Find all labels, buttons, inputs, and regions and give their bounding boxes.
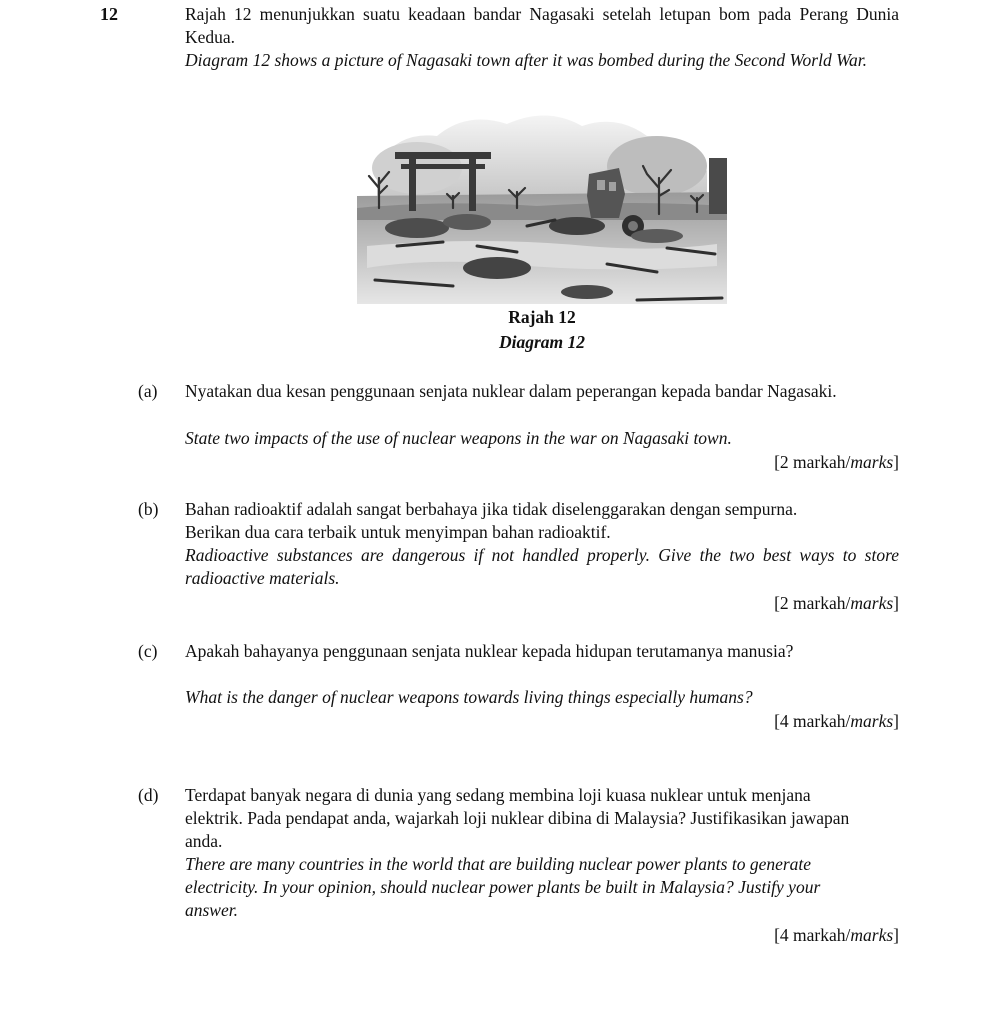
- question-stem-malay: Rajah 12 menunjukkan suatu keadaan bandar Nagasaki setelah letupan bom pada Perang Dunia Kedua.: [185, 4, 899, 47]
- part-d-text-english: There are many countries in the world that are building nuclear power plants to generate electricity. In your opinion, should nuclear power plants be built in Malaysia? Justify your answer.: [185, 854, 821, 920]
- part-a-label: (a): [138, 381, 158, 401]
- part-c-text-english: What is the danger of nuclear weapons towards living things especially humans?: [185, 687, 753, 707]
- part-b-text-english: Radioactive substances are dangerous if not handled properly. Give the two best ways to store radioactive materials.: [185, 545, 899, 588]
- part-c-label: (c): [138, 641, 158, 661]
- part-b-marks: [2 markah/marks]: [774, 593, 899, 613]
- part-c-text-malay: Apakah bahayanya penggunaan senjata nuklear kepada hidupan terutamanya manusia?: [185, 641, 794, 661]
- part-d-label: (d): [138, 785, 159, 805]
- question-stem-english: Diagram 12 shows a picture of Nagasaki town after it was bombed during the Second World War.: [185, 50, 868, 70]
- part-c-marks: [4 markah/marks]: [774, 711, 899, 731]
- figure-caption-malay: Rajah 12: [508, 307, 576, 327]
- nagasaki-ruins-illustration: [357, 96, 727, 304]
- part-d-marks: [4 markah/marks]: [774, 925, 899, 945]
- part-b-label: (b): [138, 499, 159, 519]
- question-number: 12: [100, 4, 118, 24]
- part-a-marks: [2 markah/marks]: [774, 452, 899, 472]
- part-d-text-malay: Terdapat banyak negara di dunia yang sedang membina loji kuasa nuklear untuk menjana elektrik. Pada pendapat anda, wajarkah loji nuklear dibina di Malaysia? Justifikasikan jawapan anda.: [185, 785, 850, 851]
- part-a-text-malay: Nyatakan dua kesan penggunaan senjata nuklear dalam peperangan kepada bandar Nagasaki.: [185, 381, 837, 401]
- part-a-text-english: State two impacts of the use of nuclear weapons in the war on Nagasaki town.: [185, 428, 732, 448]
- figure-caption-english: Diagram 12: [498, 332, 586, 352]
- part-b-text-malay: Bahan radioaktif adalah sangat berbahaya jika tidak diselenggarakan dengan sempurna. Berikan dua cara terbaik untuk menyimpan bahan radioaktif.: [185, 499, 798, 542]
